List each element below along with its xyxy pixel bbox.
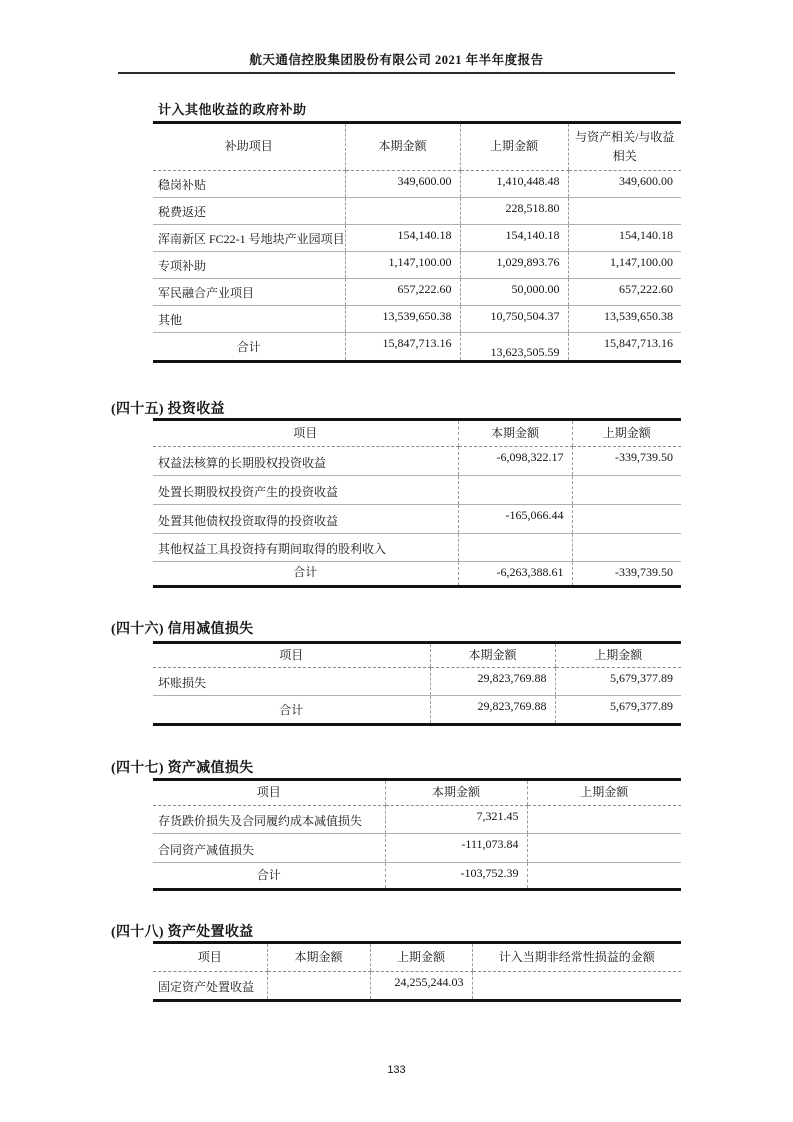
subsidy-section-title: 计入其他收益的政府补助 [158,102,307,117]
prior-amount-cell: 50,000.00 [460,279,568,306]
item-cell: 存货跌价损失及合同履约成本减值损失 [153,806,385,834]
prior-amount-cell: 1,029,893.76 [460,252,568,279]
item-cell: 坏账损失 [153,668,430,696]
current-amount-cell: -6,098,322.17 [458,447,572,476]
current-amount-cell: -111,073.84 [385,834,527,863]
current-amount-cell [267,972,370,1001]
item-cell: 其他 [153,306,345,333]
section-title-45: (四十五) 投资收益 [111,402,225,417]
current-amount-cell [458,476,572,505]
column-header-prior: 上期金额 [370,943,472,972]
table-row [153,534,681,562]
item-cell: 固定资产处置收益 [158,980,255,994]
header-row [153,780,681,806]
prior-amount-cell: 1,410,448.48 [460,171,568,198]
related-amount-cell: 13,539,650.38 [568,306,681,333]
related-amount-cell: 15,847,713.16 [568,333,681,362]
column-header-item: 项目 [153,420,458,447]
item-cell: 处置长期股权投资产生的投资收益 [153,476,458,505]
column-header-current: 本期金额 [267,943,370,972]
current-amount-cell: 15,847,713.16 [345,333,460,362]
current-amount-cell: 349,600.00 [345,171,460,198]
credit-impairment-table [153,641,681,726]
current-amount-cell: -165,066.44 [458,505,572,534]
column-header-prior: 上期金额 [572,420,681,447]
column-header-item: 补助项目 [153,123,345,171]
current-amount-cell: 1,147,100.00 [345,252,460,279]
header-row [153,943,681,972]
column-header-item: 项目 [153,643,430,668]
asset-impairment-table [153,778,681,891]
total-label-cell: 合计 [256,868,281,882]
table-row [153,279,681,306]
section-title-47: (四十七) 资产减值损失 [111,761,254,776]
table-row [153,198,681,225]
investment-income-table [153,418,681,588]
current-amount-cell [458,534,572,562]
current-amount-cell: 154,140.18 [345,225,460,252]
header-divider [118,72,675,74]
column-header-prior: 上期金额 [460,123,568,171]
table-row [153,225,681,252]
column-header-prior: 上期金额 [555,643,681,668]
table-row [153,476,681,505]
item-cell: 税费返还 [153,198,345,225]
current-amount-cell: 29,823,769.88 [430,696,555,725]
prior-amount-cell: 10,750,504.37 [460,306,568,333]
column-header-nonrecurring: 计入当期非经常性损益的金额 [472,943,681,972]
current-amount-cell: 29,823,769.88 [430,668,555,696]
column-header-current: 本期金额 [458,420,572,447]
column-header-item: 项目 [153,943,267,972]
related-amount-cell: 349,600.00 [568,171,681,198]
column-header-current: 本期金额 [385,780,527,806]
prior-amount-cell: 24,255,244.03 [370,972,472,1001]
prior-amount-cell [527,834,681,863]
table-row [153,306,681,333]
current-amount-cell [345,198,460,225]
total-label-cell: 合计 [293,565,318,579]
header-row [153,643,681,668]
related-amount-cell: 1,147,100.00 [568,252,681,279]
item-cell: 稳岗补贴 [153,171,345,198]
section-title-48: (四十八) 资产处置收益 [111,925,254,940]
item-cell: 处置其他债权投资取得的投资收益 [153,505,458,534]
item-cell: 专项补助 [153,252,345,279]
total-row [153,863,681,890]
table-row [153,447,681,476]
column-header-related: 与资产相关/与收益相关 [568,123,681,171]
column-header-prior: 上期金额 [527,780,681,806]
prior-amount-cell [527,806,681,834]
item-cell: 合同资产减值损失 [153,834,385,863]
item-cell: 权益法核算的长期股权投资收益 [153,447,458,476]
prior-amount-cell: 13,623,505.59 [460,333,568,362]
report-title: 航天通信控股集团股份有限公司 2021 年半年度报告 [249,53,544,67]
item-cell: 浑南新区 FC22-1 号地块产业园项目 [153,225,345,252]
related-amount-cell: 154,140.18 [568,225,681,252]
page-number: 133 [387,1064,406,1076]
item-cell: 军民融合产业项目 [153,279,345,306]
table-row [153,668,681,696]
current-amount-cell: 657,222.60 [345,279,460,306]
prior-amount-cell: 5,679,377.89 [555,696,681,725]
section-title-46: (四十六) 信用减值损失 [111,622,254,637]
table-row [153,972,681,1001]
total-row [153,696,681,725]
prior-amount-cell [527,863,681,890]
prior-amount-cell [572,476,681,505]
prior-amount-cell: 154,140.18 [460,225,568,252]
related-amount-cell: 657,222.60 [568,279,681,306]
header-row [153,420,681,447]
total-row [153,333,681,362]
total-row [153,562,681,587]
table-row [153,834,681,863]
related-amount-cell [568,198,681,225]
header-row [153,123,681,171]
table-row [153,171,681,198]
column-header-current: 本期金额 [345,123,460,171]
total-label-cell: 合计 [236,340,261,354]
current-amount-cell: -6,263,388.61 [458,562,572,587]
prior-amount-cell: -339,739.50 [572,447,681,476]
prior-amount-cell: -339,739.50 [572,562,681,587]
government-subsidy-table [153,121,681,363]
current-amount-cell: -103,752.39 [385,863,527,890]
current-amount-cell: 13,539,650.38 [345,306,460,333]
column-header-current: 本期金额 [430,643,555,668]
asset-disposal-table [153,941,681,1002]
prior-amount-cell: 228,518.80 [460,198,568,225]
total-label-cell: 合计 [279,703,304,718]
prior-amount-cell: 5,679,377.89 [555,668,681,696]
prior-amount-cell [572,505,681,534]
table-row [153,505,681,534]
column-header-item: 项目 [153,780,385,806]
item-cell: 其他权益工具投资持有期间取得的股利收入 [153,534,458,562]
table-row [153,252,681,279]
current-amount-cell: 7,321.45 [385,806,527,834]
prior-amount-cell [572,534,681,562]
nonrecurring-amount-cell [472,972,681,1001]
table-row [153,806,681,834]
